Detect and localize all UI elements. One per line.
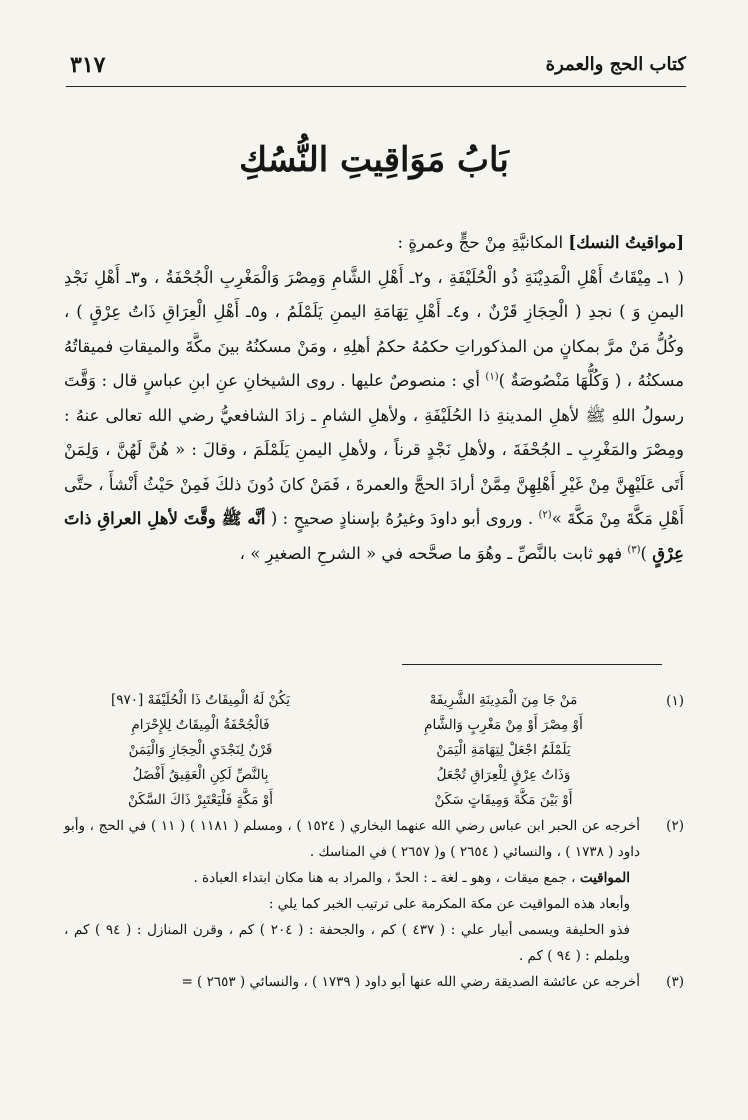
hemistich-text: يَكُنْ لَهُ الْمِيقَاتُ ذَا الْحُلَيْفَهْ xyxy=(147,692,290,708)
hemistich: بِالنَّصِّ لَكِنِ الْعَقِيقُ أَفْضَلُ xyxy=(132,767,269,783)
running-title: كتاب الحج والعمرة xyxy=(545,54,686,75)
footnote-number: (١) xyxy=(666,693,684,709)
definition-text: ، جمع ميقات ، وهو ـ لغة ـ : الحدّ ، والمراد به هنا مكان ابتداء العبادة . xyxy=(193,870,576,886)
section-heading: [مواقيتُ النسك] xyxy=(568,233,684,252)
footnote-ref-3[interactable]: (٣) xyxy=(627,544,641,555)
footnote-text: فذو الحليفة ويسمى أبيار علي : ( ٤٣٧ ) كم ، والجحفة : ( ٢٠٤ ) كم ، وقرن المنازل : ( ٩٤ ) كم ، ويلملم : ( ٩٤ ) كم . xyxy=(64,922,630,964)
hemistich: قَرْنٌ لِنَجْدَيِ الْحِجَازِ وَالْيَمَنْ xyxy=(128,742,273,758)
commentary-end: فهو ثابت بالنَّصِّ ـ وهُوَ ما صحَّحه في « الشرحِ الصغيرِ » ، xyxy=(239,543,623,563)
commentary-text: أي : منصوصٌ عليها . روى الشيخانِ عنِ ابنِ عباسٍ قال : وَقَّتَ رسولُ اللهِ ﷺ لأهلِ المدينةِ ذا الحُلَيْفَةِ ، ولأهلِ الشامِ ـ زادَ الشافعيُّ رضي الله تعالى عنهُ : ومِصْرَ والمَغْرِبِ ـ الجُحْفَةَ ، ولأهلِ نَجْدٍ قرناً ، ولأهلِ اليمنِ يَلَمْلَمَ ، وقالَ : « هُنَّ لَهُنَّ ، وَلِمَنْ أَتَى عَلَيْهِنَّ مِنْ غَيْرِ أَهْلِهِنَّ مِمَّنْ أرادَ الحجَّ والعمرةَ ، فَمَنْ كانَ دُونَ ذلكَ فَمِنْ حَيْثُ أَنْشأَ ، حتَّى أَهْلِ مَكَّةَ مِنْ مَكَّةَ » xyxy=(64,371,685,528)
poem xyxy=(64,688,640,813)
footnote-text: وأبعاد هذه المواقيت عن مكة المكرمة على ترتيب الخبر كما يلي : xyxy=(268,896,630,912)
definition-line xyxy=(64,865,640,891)
hemistich: أَوْ مِصْرَ أَوْ مِنْ مَغْرِبٍ وَالشَّامِ xyxy=(424,717,583,733)
quote-close: ) xyxy=(640,543,647,563)
main-text xyxy=(64,226,684,571)
commentary-text-2: . وروى أبو داودَ وغيرُهُ بإسنادٍ صحيحٍ : ( xyxy=(270,509,534,528)
hemistich: أَوْ بَيْنَ مَكَّةَ وَمِيقَاتٍ سَكَنْ xyxy=(434,792,573,808)
hemistich: مَنْ جَا مِنَ الْمَدِينَةِ الشَّرِيفَهْ xyxy=(429,692,578,708)
footnote-ref-1[interactable]: (١) xyxy=(485,371,499,383)
footnotes xyxy=(64,688,684,995)
header-rule xyxy=(66,86,686,87)
footnote-1 xyxy=(64,688,684,813)
main-paragraph xyxy=(64,261,684,572)
footnote-number: (٢) xyxy=(666,818,684,834)
footnote-separator xyxy=(402,664,662,665)
hemistich: فَالْجُحْفَةُ الْمِيقَاتُ لِلإِحْرَامِ xyxy=(131,717,270,733)
footnote-3 xyxy=(64,969,684,995)
hadith-quote: أنَّه ﷺ وقَّتَ لأهلِ العراقِ ذاتَ عِرْقٍ xyxy=(64,509,684,563)
matn-text: ( ١ـ مِيْقَاتُ أَهْلِ الْمَدِيْنَةِ ذُو الْحُلَيْفَةِ ، و٢ـ أَهْلِ الشَّامِ وَمِصْرَ وَالْمَغْرِبِ الْجُحْفَةُ ، و٣ـ أَهْلِ نَجْدِ اليمنِ وَ ) نجدِ ( الْحِجَازِ قَرْنٌ ، و٤ـ أَهْلِ تِهَامَةِ اليمنِ يَلَمْلَمُ ، و٥ـ أَهْلِ الْعِرَاقِ ذَاتُ عِرْقٍ ) ، وكُلُّ مَنْ مرَّ بمكانٍ من المذكوراتِ حكمُهُ حكمُ أهلِهِ ، ومَنْ مسكنُهُ بينَ مكَّةَ والميقاتِ فميقاتُهُ مسكنُهُ ، ( وَكُلُّهَا مَنْصُوصَةٌ ) xyxy=(64,267,685,390)
hemistich xyxy=(64,688,337,713)
intro-line xyxy=(64,226,684,261)
footnote-2 xyxy=(64,813,684,969)
footnote-number: (٣) xyxy=(666,974,684,990)
footnote-ref-2[interactable]: (٢) xyxy=(538,509,552,521)
section-heading-rest: المكانيَّةِ مِنْ حجٍّ وعمرةٍ : xyxy=(397,233,564,252)
hemistich: وَذَاتُ عِرْقٍ لِلْعِرَاقِ تُجْعَلُ xyxy=(436,767,571,783)
hemistich: يَلَمْلَمُ اجْعَلْ لِتِهَامَةِ الْيَمَنْ xyxy=(436,742,571,758)
definition-term: المواقيت xyxy=(579,870,630,886)
verse-number: [٩٧٠] xyxy=(111,692,144,708)
footnote-text: أخرجه عن الحبر ابن عباس رضي الله عنهما البخاري ( ١٥٢٤ ) ، ومسلم ( ١١٨١ ) ( ١١ ) في الحج ، وأبو داود ( ١٧٣٨ ) ، والنسائي ( ٢٦٥٤ ) و( ٢٦٥٧ ) في المناسك . xyxy=(64,818,640,860)
page-number: ٣١٧ xyxy=(70,52,106,78)
chapter-title: بَابُ مَوَاقِيتِ النُّسُكِ xyxy=(239,140,509,180)
footnote-text: أخرجه عن عائشة الصديقة رضي الله عنها أبو داود ( ١٧٣٩ ) ، والنسائي ( ٢٦٥٣ ) = xyxy=(181,974,640,990)
hemistich: أَوْ مَكَّةٍ فَلْيَعْتَبِرْ ذَاكَ السَّكَنْ xyxy=(128,792,273,808)
page-header xyxy=(70,52,686,84)
